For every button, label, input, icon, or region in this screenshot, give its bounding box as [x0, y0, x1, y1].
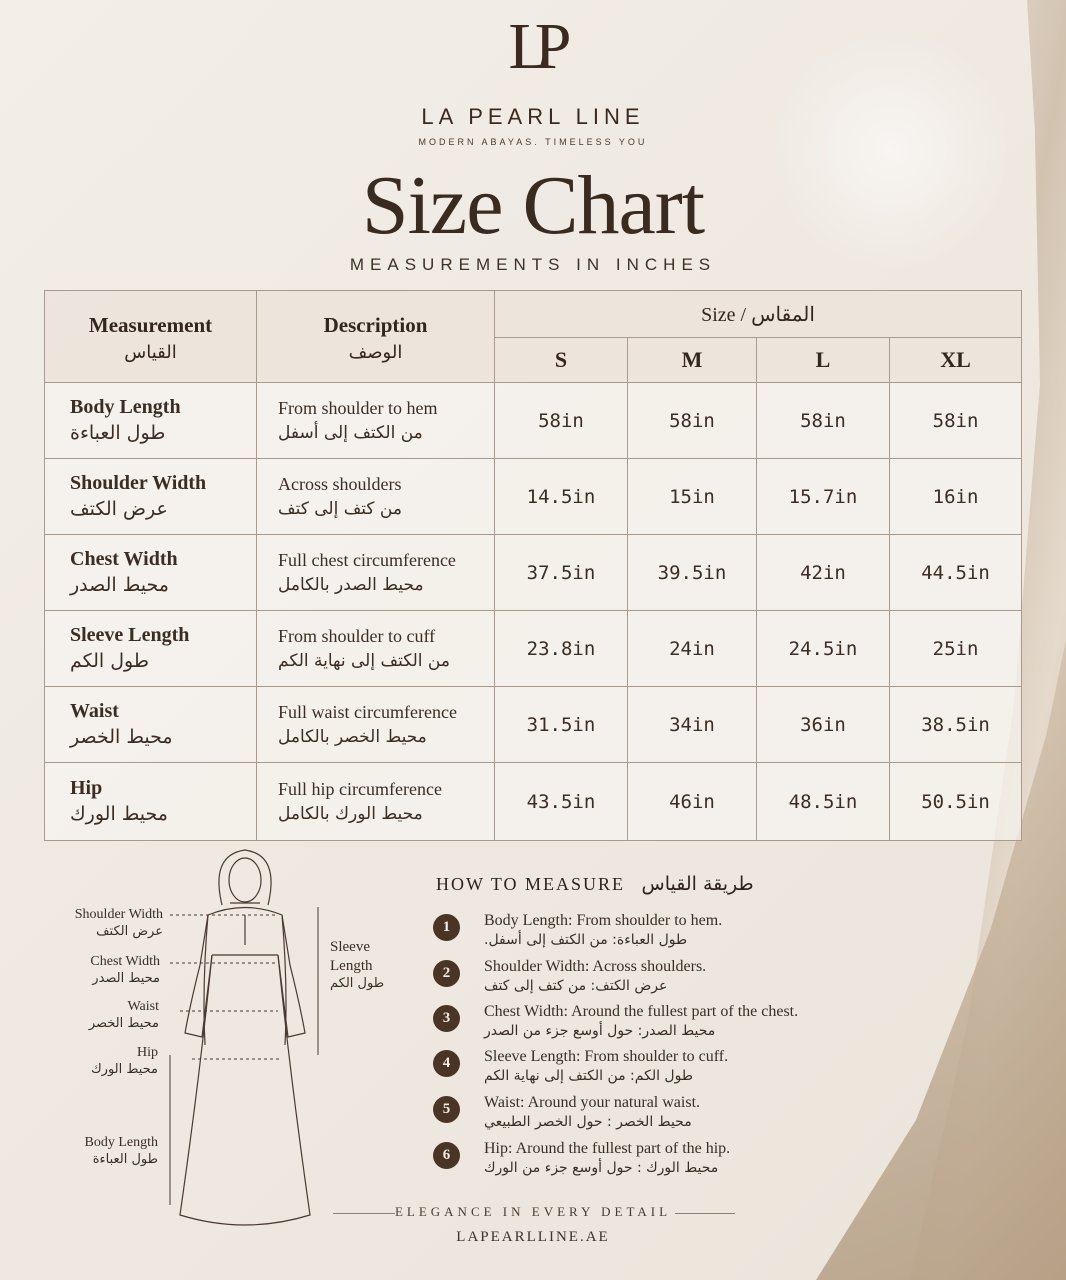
measurement-name-ar: عرض الكتف	[70, 498, 168, 521]
step-text-ar: محيط الورك : حول أوسع جزء من الورك	[484, 1160, 719, 1176]
description-ar: من الكتف إلى نهاية الكم	[278, 651, 450, 672]
measure-step	[433, 1094, 973, 1138]
brand-tagline: MODERN ABAYAS. TIMELESS YOU	[418, 137, 648, 147]
size-value-l: 42in	[757, 535, 890, 611]
page-subtitle: MEASUREMENTS IN INCHES	[349, 255, 717, 274]
brand-name: LA PEARL LINE	[421, 104, 645, 129]
step-number-badge: 5	[433, 1096, 460, 1123]
header-description-ar: الوصف	[348, 342, 403, 364]
step-text-ar: محيط الصدر: حول أوسع جزء من الصدر	[484, 1023, 716, 1039]
description-ar: محيط الصدر بالكامل	[278, 575, 424, 596]
step-number-badge: 4	[433, 1050, 460, 1077]
table-row	[45, 687, 1022, 763]
table-row	[45, 611, 1022, 687]
header-size-xl: XL	[890, 338, 1022, 383]
measurement-name-en: Shoulder Width	[70, 472, 207, 495]
figure-label-chest-en: Chest Width	[90, 954, 160, 969]
measurement-name-cell	[45, 687, 257, 763]
step-text-en: Sleeve Length: From shoulder to cuff.	[484, 1048, 729, 1065]
description-en: Full hip circumference	[278, 779, 442, 800]
figure-label-sleeve-en1: Sleeve	[330, 939, 370, 955]
measurement-name-en: Hip	[70, 777, 103, 800]
description-cell	[257, 535, 495, 611]
measurement-name-ar: طول العباءة	[70, 422, 166, 445]
measurement-name-cell	[45, 535, 257, 611]
figure-label-chest-ar: محيط الصدر	[92, 970, 160, 986]
step-text-en: Hip: Around the fullest part of the hip.	[484, 1140, 731, 1157]
header-size-s: S	[495, 338, 628, 383]
step-text-ar: عرض الكتف: من كتف إلى كتف	[484, 978, 668, 994]
description-en: Across shoulders	[278, 474, 402, 495]
description-cell	[257, 763, 495, 841]
how-to-measure-title-ar: طريقة القياس	[641, 873, 754, 895]
figure-label-waist-en: Waist	[127, 999, 159, 1014]
size-value-l: 36in	[757, 687, 890, 763]
how-to-measure-title-en: HOW TO MEASURE	[436, 874, 626, 894]
header-measurement-ar: القياس	[124, 342, 177, 364]
measurement-name-cell	[45, 611, 257, 687]
size-value-m: 58in	[628, 383, 757, 459]
measurement-name-en: Chest Width	[70, 548, 178, 571]
size-value-s: 37.5in	[495, 535, 628, 611]
measure-step	[433, 1048, 973, 1092]
figure-label-hip	[55, 1044, 158, 1078]
header-measurement-en: Measurement	[88, 312, 213, 337]
size-value-xl: 16in	[890, 459, 1022, 535]
size-value-l: 48.5in	[757, 763, 890, 841]
description-en: From shoulder to cuff	[278, 626, 436, 647]
table-row	[45, 383, 1022, 459]
size-value-s: 43.5in	[495, 763, 628, 841]
figure-label-hip-en: Hip	[137, 1045, 158, 1060]
figure-label-body-ar: طول العباءة	[92, 1151, 158, 1167]
figure-label-body-length	[55, 1134, 158, 1168]
size-value-m: 34in	[628, 687, 757, 763]
step-text-en: Chest Width: Around the fullest part of the chest.	[484, 1003, 799, 1020]
size-value-m: 15in	[628, 459, 757, 535]
size-value-m: 46in	[628, 763, 757, 841]
measurement-name-cell	[45, 459, 257, 535]
abaya-figure-illustration	[160, 845, 330, 1230]
brand-monogram: LP	[508, 10, 558, 83]
size-value-l: 24.5in	[757, 611, 890, 687]
measure-step	[433, 912, 973, 956]
description-cell	[257, 459, 495, 535]
description-ar: محيط الخصر بالكامل	[278, 727, 427, 748]
header-size-m: M	[628, 338, 757, 383]
size-value-l: 58in	[757, 383, 890, 459]
figure-label-sleeve	[330, 938, 400, 992]
figure-label-sleeve-en2: Length	[330, 957, 373, 974]
description-en: Full waist circumference	[278, 702, 457, 723]
measure-step	[433, 958, 973, 1002]
size-value-s: 58in	[495, 383, 628, 459]
figure-label-shoulder-en: Shoulder Width	[74, 907, 163, 922]
measurement-name-ar: محيط الصدر	[70, 574, 169, 597]
size-value-s: 31.5in	[495, 687, 628, 763]
measurement-name-ar: طول الكم	[70, 650, 149, 673]
figure-label-body-en: Body Length	[84, 1135, 158, 1150]
description-en: Full chest circumference	[278, 550, 456, 571]
step-text-ar: محيط الخصر : حول الخصر الطبيعي	[484, 1114, 692, 1130]
size-value-xl: 50.5in	[890, 763, 1022, 841]
measurement-name-ar: محيط الورك	[70, 803, 168, 826]
description-en: From shoulder to hem	[278, 398, 438, 419]
size-value-xl: 58in	[890, 383, 1022, 459]
measure-step	[433, 1003, 973, 1047]
size-value-l: 15.7in	[757, 459, 890, 535]
header-description	[257, 291, 495, 383]
step-text-ar: طول الكم: من الكتف إلى نهاية الكم	[484, 1068, 693, 1084]
figure-label-shoulder-ar: عرض الكتف	[96, 923, 163, 939]
size-value-m: 39.5in	[628, 535, 757, 611]
footer-tagline: ELEGANCE IN EVERY DETAIL	[394, 1204, 672, 1219]
size-value-m: 24in	[628, 611, 757, 687]
step-text-en: Shoulder Width: Across shoulders.	[484, 958, 707, 975]
header-size: Size / المقاس	[495, 291, 1022, 338]
figure-label-waist	[55, 998, 159, 1032]
size-value-xl: 44.5in	[890, 535, 1022, 611]
footer-website[interactable]: LAPEARLLINE.AE	[456, 1229, 610, 1245]
measurement-name-en: Waist	[70, 700, 119, 723]
figure-label-waist-ar: محيط الخصر	[88, 1015, 159, 1031]
size-value-s: 14.5in	[495, 459, 628, 535]
measurement-name-en: Body Length	[70, 396, 181, 419]
figure-label-hip-ar: محيط الورك	[90, 1061, 158, 1077]
description-ar: من كتف إلى كتف	[278, 499, 402, 520]
measure-step	[433, 1140, 973, 1184]
description-cell	[257, 383, 495, 459]
step-number-badge: 3	[433, 1005, 460, 1032]
header-measurement	[45, 291, 257, 383]
figure-label-chest	[55, 953, 160, 987]
header-description-en: Description	[323, 312, 428, 337]
size-chart-table	[44, 290, 1022, 841]
step-number-badge: 2	[433, 960, 460, 987]
table-row	[45, 763, 1022, 841]
measurement-name-ar: محيط الخصر	[70, 726, 173, 749]
step-number-badge: 1	[433, 914, 460, 941]
measurement-name-en: Sleeve Length	[70, 624, 190, 647]
size-value-s: 23.8in	[495, 611, 628, 687]
description-ar: من الكتف إلى أسفل	[278, 423, 423, 444]
size-value-xl: 25in	[890, 611, 1022, 687]
page-title: Size Chart	[361, 159, 705, 252]
header-size-l: L	[757, 338, 890, 383]
measurement-name-cell	[45, 383, 257, 459]
figure-label-shoulder	[55, 906, 163, 940]
description-cell	[257, 611, 495, 687]
table-row	[45, 459, 1022, 535]
step-text-ar: طول العباءة: من الكتف إلى أسفل.	[484, 932, 688, 948]
figure-label-sleeve-ar: طول الكم	[330, 975, 385, 991]
step-text-en: Body Length: From shoulder to hem.	[484, 912, 723, 929]
step-text-en: Waist: Around your natural waist.	[484, 1094, 701, 1111]
how-to-measure-title	[436, 873, 754, 895]
measurement-name-cell	[45, 763, 257, 841]
table-row	[45, 535, 1022, 611]
description-cell	[257, 687, 495, 763]
size-value-xl: 38.5in	[890, 687, 1022, 763]
description-ar: محيط الورك بالكامل	[278, 804, 423, 825]
step-number-badge: 6	[433, 1142, 460, 1169]
